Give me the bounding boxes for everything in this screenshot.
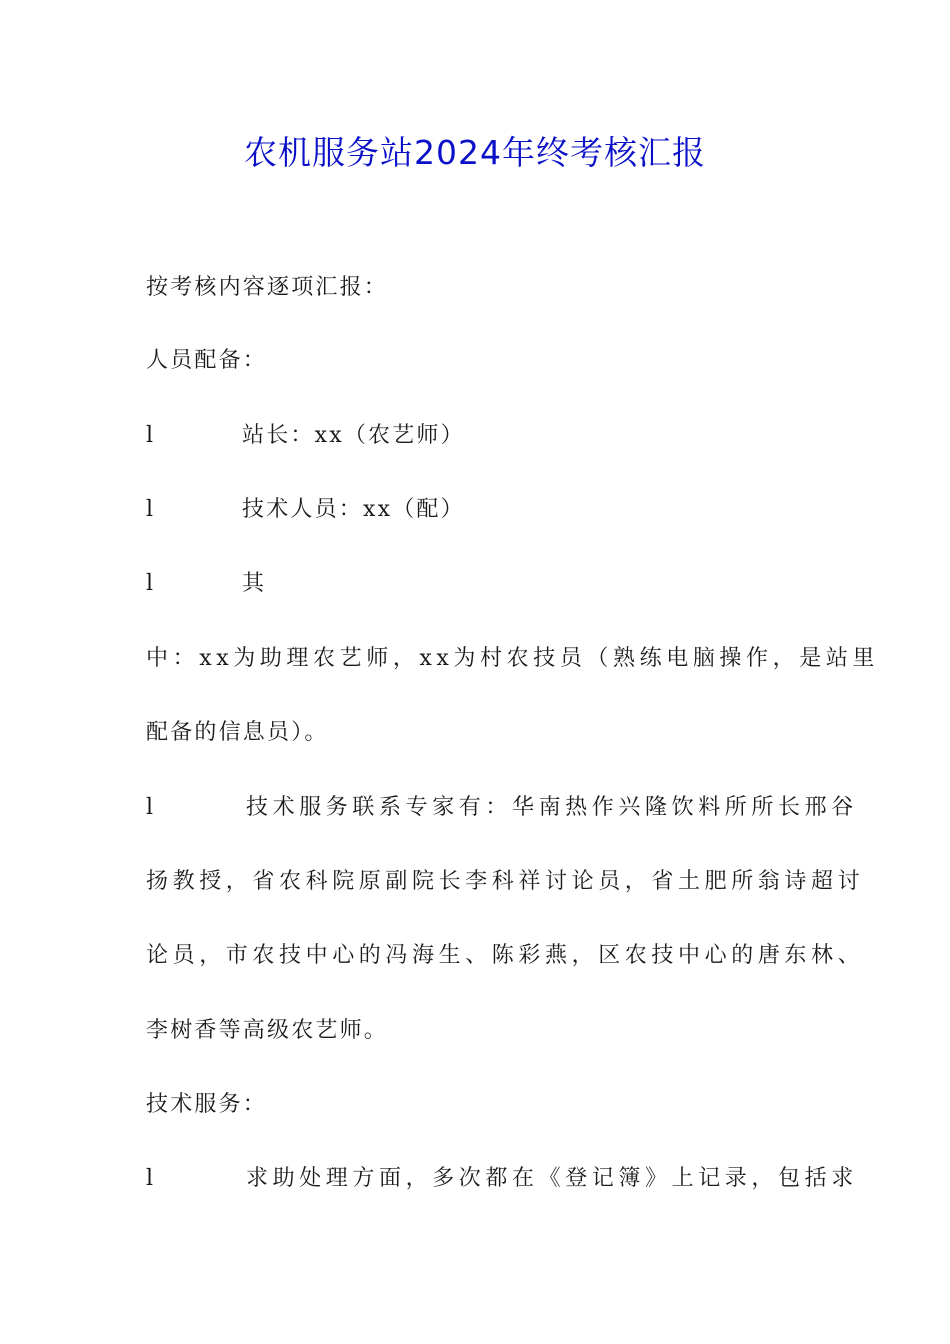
intro-line: 按考核内容逐项汇报： bbox=[146, 275, 389, 300]
experts-line-1: 技术服务联系专家有：华南热作兴隆饮料所所长邢谷 bbox=[246, 795, 858, 820]
experts-line-3: 论员，市农技中心的冯海生、陈彩燕，区农技中心的唐东林、 bbox=[146, 943, 865, 968]
service-line-1: 求助处理方面，多次都在《登记簿》上记录，包括求 bbox=[246, 1166, 858, 1191]
document-title: 农机服务站2024年终考核汇报 bbox=[244, 133, 706, 172]
staffing-heading: 人员配备： bbox=[146, 348, 268, 373]
bullet-marker: l bbox=[146, 423, 154, 448]
service-heading: 技术服务： bbox=[146, 1092, 268, 1117]
bullet-marker: l bbox=[146, 571, 154, 596]
staff-item-director: 站长：xx（农艺师） bbox=[242, 423, 465, 448]
bullet-marker: l bbox=[146, 1166, 154, 1191]
staff-item-other: 其 bbox=[242, 571, 267, 596]
experts-line-2: 扬教授，省农科院原副院长李科祥讨论员，省土肥所翁诗超讨 bbox=[146, 869, 865, 894]
staff-note-line-1: 中：xx为助理农艺师，xx为村农技员（熟练电脑操作，是站里 bbox=[146, 646, 880, 671]
staff-note-line-2: 配备的信息员）。 bbox=[146, 720, 329, 745]
experts-line-4: 李树香等高级农艺师。 bbox=[146, 1018, 389, 1043]
bullet-marker: l bbox=[146, 795, 154, 820]
bullet-marker: l bbox=[146, 497, 154, 522]
staff-item-technician: 技术人员：xx（配） bbox=[242, 497, 465, 522]
